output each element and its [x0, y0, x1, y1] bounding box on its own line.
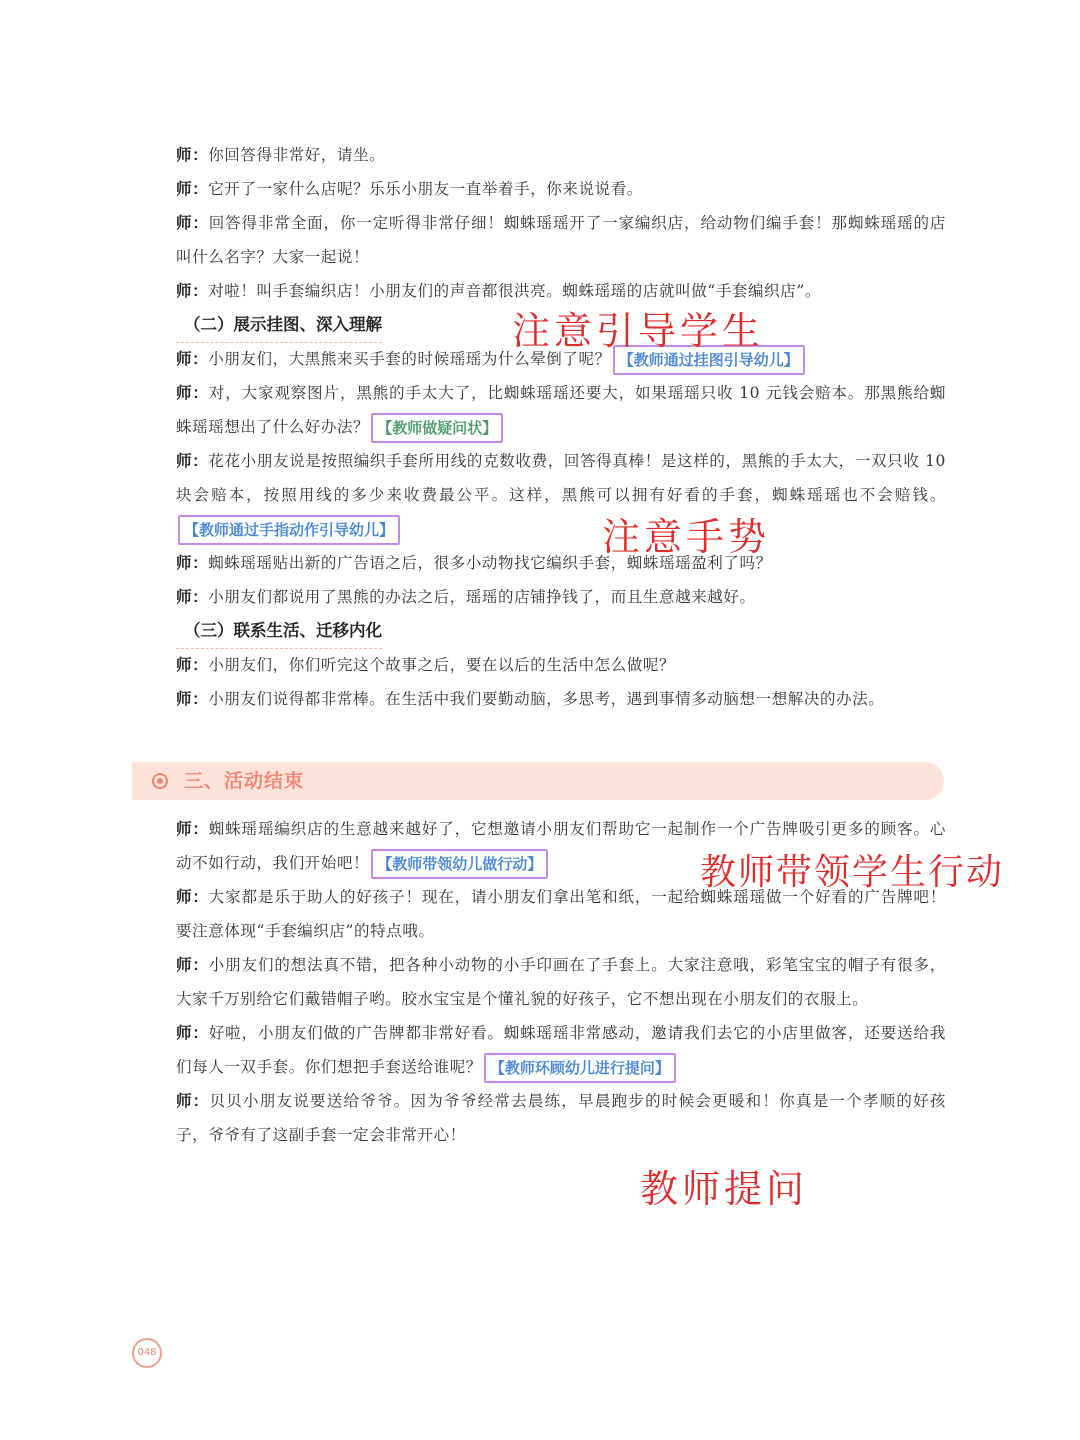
dialogue-text: 小朋友们，大黑熊来买手套的时候瑶瑶为什么晕倒了呢？ [208, 350, 611, 368]
speaker-label: 师： [176, 1023, 209, 1042]
speaker-label: 师： [176, 553, 209, 572]
speaker-label: 师： [176, 689, 209, 708]
speaker-label: 师： [176, 213, 209, 232]
dialogue-line [176, 444, 946, 546]
lesson-script-part1 [176, 138, 946, 716]
dialogue-text: 对啦！叫手套编织店！小朋友们的声音都很洪亮。蜘蛛瑶瑶的店就叫做“手套编织店”。 [208, 282, 821, 300]
teacher-action-tag: 【教师通过手指动作引导幼儿】 [178, 515, 400, 545]
dialogue-text: 回答得非常全面，你一定听得非常仔细！蜘蛛瑶瑶开了一家编织店，给动物们编手套！那蜘蛛瑶瑶的店叫什么名字？大家一起说！ [176, 214, 946, 266]
section-title: 三、活动结束 [184, 770, 305, 792]
speaker-label: 师： [176, 349, 209, 368]
subheading-3: （三）联系生活、迁移内化 [176, 614, 382, 649]
speaker-label: 师： [176, 587, 209, 606]
dialogue-text: 它开了一家什么店呢？乐乐小朋友一直举着手，你来说说看。 [208, 180, 643, 198]
dialogue-line [176, 648, 946, 682]
speaker-label: 师： [176, 1091, 210, 1110]
dialogue-line [176, 172, 946, 206]
dialogue-text: 好啦，小朋友们做的广告牌都非常好看。蜘蛛瑶瑶非常感动，邀请我们去它的小店里做客，还要送给我们每人一双手套。你们想把手套送给谁呢？ [176, 1024, 946, 1076]
teacher-action-tag: 【教师带领幼儿做行动】 [371, 849, 548, 879]
dialogue-line [176, 580, 946, 614]
dialogue-line [176, 376, 946, 444]
page-number: 048 [132, 1338, 162, 1368]
dialogue-text: 蜘蛛瑶瑶贴出新的广告语之后，很多小动物找它编织手套，蜘蛛瑶瑶盈利了吗？ [208, 554, 772, 572]
dialogue-text: 对，大家观察图片，黑熊的手太大了，比蜘蛛瑶瑶还要大，如果瑶瑶只收 10 元钱会赔本。那黑熊给蜘蛛瑶瑶想出了什么好办法？ [176, 384, 947, 436]
target-bullet-icon [152, 773, 168, 789]
teacher-action-tag: 【教师通过挂图引导幼儿】 [613, 345, 805, 375]
dialogue-text: 你回答得非常好，请坐。 [208, 146, 386, 164]
handwritten-note: 教师提问 [640, 1167, 809, 1211]
dialogue-text: 大家都是乐于助人的好孩子！现在，请小朋友们拿出笔和纸，一起给蜘蛛瑶瑶做一个好看的广告牌吧！要注意体现“手套编织店”的特点哦。 [176, 888, 946, 940]
dialogue-text: 花花小朋友说是按照编织手套所用线的克数收费，回答得真棒！是这样的，黑熊的手太大，一双只收 10 块会赔本，按照用线的多少来收费最公平。这样，黑熊可以拥有好看的手套，蜘蛛瑶瑶也不会赔钱。 [176, 452, 946, 504]
dialogue-line [176, 1016, 946, 1084]
dialogue-text: 小朋友们都说用了黑熊的办法之后，瑶瑶的店铺挣钱了，而且生意越来越好。 [208, 588, 756, 606]
handwritten-note: 教师带领学生行动 [700, 852, 1005, 893]
speaker-label: 师： [176, 451, 209, 470]
dialogue-text: 贝贝小朋友说要送给爷爷。因为爷爷经常去晨练，早晨跑步的时候会更暖和！你真是一个孝顺的好孩子，爷爷有了这副手套一定会非常开心！ [176, 1092, 947, 1144]
dialogue-line [176, 1084, 946, 1152]
dialogue-text: 小朋友们的想法真不错，把各种小动物的小手印画在了手套上。大家注意哦，彩笔宝宝的帽子有很多，大家千万别给它们戴错帽子哟。胶水宝宝是个懂礼貌的好孩子，它不想出现在小朋友们的衣服上。 [176, 956, 946, 1008]
teacher-action-tag: 【教师环顾幼儿进行提问】 [484, 1053, 676, 1083]
handwritten-note: 注意引导学生 [512, 309, 765, 353]
dialogue-text: 小朋友们说得都非常棒。在生活中我们要勤动脑，多思考，遇到事情多动脑想一想解决的办法。 [208, 690, 885, 708]
subheading-2: （二）展示挂图、深入理解 [176, 308, 382, 343]
dialogue-line [176, 138, 946, 172]
section-heading-bar [132, 762, 944, 800]
speaker-label: 师： [176, 383, 209, 402]
dialogue-text: 蜘蛛瑶瑶编织店的生意越来越好了，它想邀请小朋友们帮助它一起制作一个广告牌吸引更多的顾客。心动不如行动，我们开始吧！ [176, 820, 946, 872]
dialogue-line [176, 948, 946, 1016]
speaker-label: 师： [176, 145, 209, 164]
speaker-label: 师： [176, 179, 209, 198]
dialogue-line [176, 682, 946, 716]
teacher-action-tag: 【教师做疑问状】 [371, 413, 503, 443]
speaker-label: 师： [176, 281, 209, 300]
subheading-wrap [176, 614, 946, 648]
speaker-label: 师： [176, 887, 209, 906]
speaker-label: 师： [176, 655, 209, 674]
dialogue-line [176, 206, 946, 274]
dialogue-text: 小朋友们，你们听完这个故事之后，要在以后的生活中怎么做呢？ [208, 656, 676, 674]
dialogue-line [176, 546, 946, 580]
speaker-label: 师： [176, 955, 209, 974]
handwritten-note: 注意手势 [602, 515, 771, 559]
speaker-label: 师： [176, 819, 209, 838]
